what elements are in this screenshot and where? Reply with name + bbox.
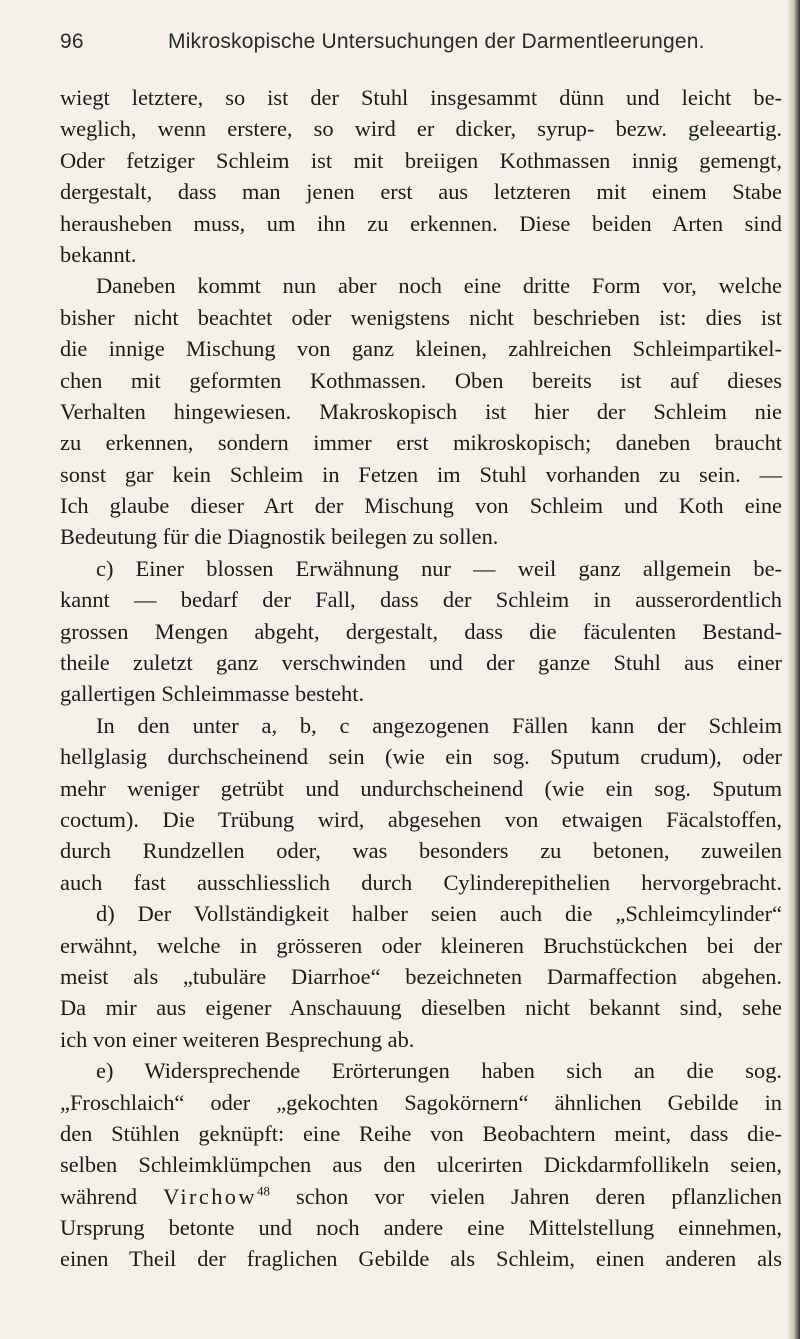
text-line: Ursprung betonte und noch andere eine Mittelstellung einnehmen, (60, 1215, 782, 1241)
text-line: Bedeutung für die Diagnostik beilegen zu sollen. (60, 524, 499, 550)
text-line: gallertigen Schleimmasse besteht. (60, 681, 365, 707)
text-line: die innige Mischung von ganz kleinen, zahlreichen Schleimpartikel- (60, 336, 782, 362)
text-line: bisher nicht beachtet oder wenigstens nicht beschrieben ist: dies ist (60, 304, 782, 330)
footnote-ref: 48 (256, 1183, 270, 1199)
author-name: Virchow (163, 1183, 257, 1209)
text-line: Ich glaube dieser Art der Mischung von Schleim und Koth eine (60, 493, 782, 519)
text-line: meist als „tubuläre Diarrhoe“ bezeichneten Darmaffection abgehen. (60, 963, 782, 989)
text-line: mehr weniger getrübt und undurchscheinend (wie ein sog. Sputum (60, 775, 782, 801)
text-line: kannt — bedarf der Fall, dass der Schleim in ausserordentlich (60, 587, 782, 613)
text-line: selben Schleimklümpchen aus den ulcerirten Dickdarmfollikeln seien, (60, 1152, 782, 1178)
page-number: 96 (60, 30, 84, 53)
text-line: Da mir aus eigener Anschauung dieselben nicht bekannt sind, sehe (60, 995, 782, 1021)
text-line: bekannt. (60, 241, 137, 267)
text-line: wiegt letztere, so ist der Stuhl insgesammt dünn und leicht be- (60, 85, 782, 110)
text-line: den Stühlen geknüpft: eine Reihe von Beobachtern meint, dass die- (60, 1120, 782, 1146)
text-line: zu erkennen, sondern immer erst mikroskopisch; daneben braucht (60, 430, 782, 456)
text-line-virchow (60, 1181, 782, 1212)
text-line: herausheben muss, um ihn zu erkennen. Diese beiden Arten sind (60, 210, 782, 236)
text-line: hellglasig durchscheinend sein (wie ein sog. Sputum crudum), oder (60, 744, 782, 770)
text-line: Daneben kommt nun aber noch eine dritte Form vor, welche (96, 273, 782, 299)
text-line: sonst gar kein Schleim in Fetzen im Stuhl vorhanden zu sein. — (60, 461, 782, 487)
text-line: Oder fetziger Schleim ist mit breiigen Kothmassen innig gemengt, (60, 147, 782, 173)
page-header (60, 30, 780, 64)
text-line: weglich, wenn erstere, so wird er dicker, syrup- bezw. geleeartig. (60, 116, 782, 142)
text-line: Verhalten hingewiesen. Makroskopisch ist hier der Schleim nie (60, 398, 782, 424)
text-line: d) Der Vollständigkeit halber seien auch die „Schleimcylinder“ (96, 901, 782, 927)
text-line: coctum). Die Trübung wird, abgesehen von etwaigen Fäcalstoffen, (60, 806, 782, 832)
running-title: Mikroskopische Untersuchungen der Darmentleerungen. (168, 30, 705, 53)
text-line: durch Rundzellen oder, was besonders zu betonen, zuweilen (60, 838, 782, 864)
text-line: theile zuletzt ganz verschwinden und der ganze Stuhl aus einer (60, 650, 782, 676)
text-line: In den unter a, b, c angezogenen Fällen kann der Schleim (96, 712, 782, 738)
text-line: dergestalt, dass man jenen erst aus letzteren mit einem Stabe (60, 179, 782, 205)
text-fragment: schon vor vielen Jahren deren pflanzlichen (269, 1183, 783, 1209)
text-line: erwähnt, welche in grösseren oder kleineren Bruchstückchen bei der (60, 932, 782, 958)
text-line: „Froschlaich“ oder „gekochten Sagokörnern“ ähnlichen Gebilde in (60, 1089, 782, 1115)
scan-page-edge (788, 0, 800, 1339)
text-fragment: während (60, 1183, 164, 1209)
text-line: einen Theil der fraglichen Gebilde als Schleim, einen anderen als (60, 1246, 782, 1272)
text-line: c) Einer blossen Erwähnung nur — weil ganz allgemein be- (96, 555, 782, 581)
text-line: e) Widersprechende Erörterungen haben sich an die sog. (96, 1058, 782, 1084)
text-line: auch fast ausschliesslich durch Cylinderepithelien hervorgebracht. (60, 869, 782, 895)
body-text (60, 82, 782, 1275)
text-line: ich von einer weiteren Besprechung ab. (60, 1026, 415, 1052)
text-line: grossen Mengen abgeht, dergestalt, dass die fäculenten Bestand- (60, 618, 782, 644)
text-line: chen mit geformten Kothmassen. Oben bereits ist auf dieses (60, 367, 782, 393)
